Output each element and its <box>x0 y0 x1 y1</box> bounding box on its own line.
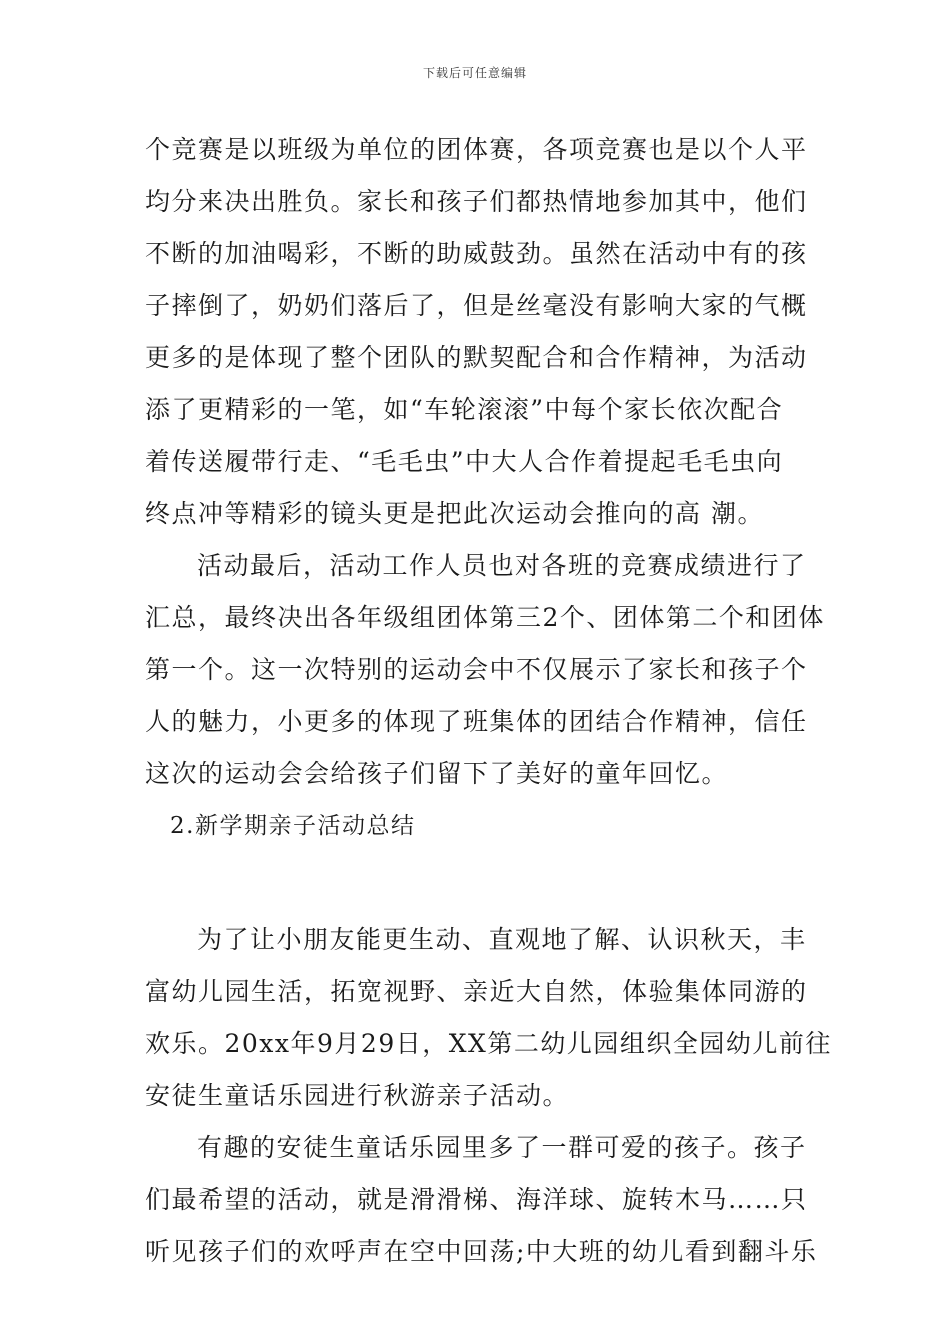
document-body <box>145 124 832 1278</box>
text-line: 听见孩子们的欢呼声在空中回荡;中大班的幼儿看到翻斗乐 <box>145 1237 818 1266</box>
text-line: 人的魅力，小更多的体现了班集体的团结合作精神，信任 <box>145 707 808 736</box>
text-line: 第一个。这一次特别的运动会中不仅展示了家长和孩子个 <box>145 655 808 684</box>
text-line: 均分来决出胜负。家长和孩子们都热情地参加其中，他们 <box>145 187 808 216</box>
text-line: 这次的运动会会给孩子们留下了美好的童年回忆。 <box>145 759 729 788</box>
text-line: 不断的加油喝彩，不断的助威鼓劲。虽然在活动中有的孩 <box>145 239 808 268</box>
text-line: 安徒生童话乐园进行秋游亲子活动。 <box>145 1081 570 1110</box>
text-line: 富幼儿园生活，拓宽视野、亲近大自然，体验集体同游的 <box>145 977 808 1006</box>
text-line: 着传送履带行走、“毛毛虫”中大人合作着提起毛毛虫向 <box>145 447 784 476</box>
text-line: 们最希望的活动，就是滑滑梯、海洋球、旋转木马……只 <box>145 1185 808 1214</box>
text-line: 为了让小朋友能更生动、直观地了解、认识秋天，丰 <box>197 925 807 954</box>
page-header-note: 下载后可任意编辑 <box>422 66 527 80</box>
paragraph-autumn-trip-intro <box>145 914 832 1122</box>
paragraph-sports-day-continuation <box>145 124 810 540</box>
text-line: 活动最后，活动工作人员也对各班的竞赛成绩进行了 <box>197 551 807 580</box>
text-line: 欢乐。20xx年9月29日，XX第二幼儿园组织全园幼儿前往 <box>145 1029 832 1058</box>
section-spacer <box>145 852 810 914</box>
text-line: 汇总，最终决出各年级组团体第三2个、团体第二个和团体 <box>145 603 825 632</box>
paragraph-park-activities <box>145 1122 818 1278</box>
text-line: 个竞赛是以班级为单位的团体赛，各项竞赛也是以个人平 <box>145 135 808 164</box>
text-line: 有趣的安徒生童话乐园里多了一群可爱的孩子。孩子 <box>197 1133 807 1162</box>
text-line: 添了更精彩的一笔，如“车轮滚滚”中每个家长依次配合 <box>145 395 784 424</box>
text-line: 子摔倒了，奶奶们落后了，但是丝毫没有影响大家的气概 <box>145 291 808 320</box>
text-line: 更多的是体现了整个团队的默契配合和合作精神，为活动 <box>145 343 808 372</box>
section-heading: 2.新学期亲子活动总结 <box>170 813 416 839</box>
paragraph-activity-summary <box>145 540 825 800</box>
text-line: 终点冲等精彩的镜头更是把此次运动会推向的高 潮。 <box>145 499 764 528</box>
